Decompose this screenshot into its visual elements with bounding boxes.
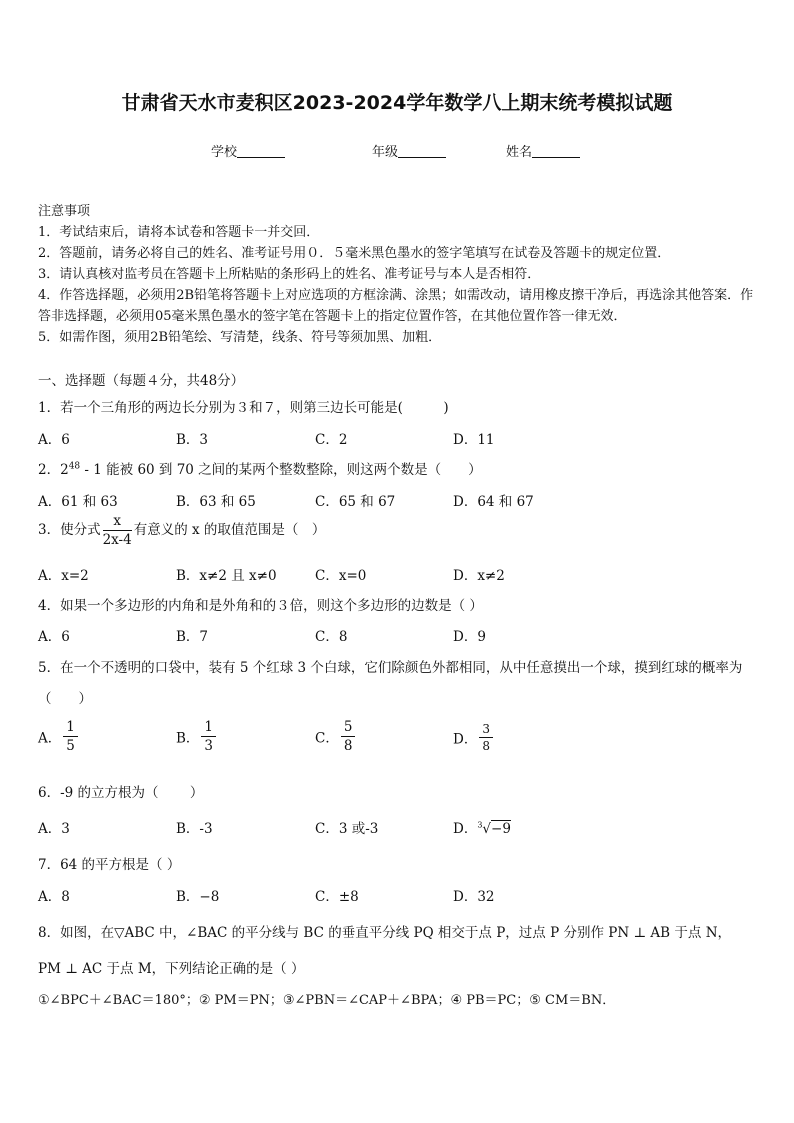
q7-option-d[interactable]: D．32 bbox=[453, 889, 495, 905]
exam-title: 甘肃省天水市麦积区2023-2024学年数学八上期末统考模拟试题 bbox=[121, 92, 673, 114]
question-8-stem-cont: PM ⊥ AC 于点 M，下列结论正确的是（ ） bbox=[38, 961, 305, 977]
question-8-statements: ①∠BPC＋∠BAC＝180°；② PM＝PN；③∠PBN＝∠CAP＋∠BPA；④ PB＝PC；⑤ CM＝BN． bbox=[38, 993, 616, 1008]
question-5-stem-cont: （ ） bbox=[38, 691, 92, 707]
notice-item: 3．请认真核对监考员在答题卡上所粘贴的条形码上的姓名、准考证号与本人是否相符． bbox=[38, 267, 541, 282]
notice-heading: 注意事项 bbox=[38, 204, 91, 219]
question-4-stem: 4．如果一个多边形的内角和是外角和的３倍，则这个多边形的边数是（ ） bbox=[38, 598, 483, 614]
q5-a-fraction bbox=[63, 719, 78, 754]
q5-c-numerator: 5 bbox=[341, 719, 356, 737]
q3-numerator: x bbox=[103, 513, 132, 531]
notice-item: 1．考试结束后，请将本试卷和答题卡一并交回． bbox=[38, 225, 320, 240]
q3-fraction bbox=[103, 513, 132, 548]
q1-option-c[interactable]: C．2 bbox=[315, 432, 348, 448]
q5-option-b[interactable] bbox=[176, 719, 218, 754]
name-field bbox=[506, 141, 580, 160]
question-8-stem: 8．如图，在▽ABC 中，∠BAC 的平分线与 BC 的垂直平分线 PQ 相交于点 P，过点 P 分别作 PN ⊥ AB 于点 N， bbox=[38, 925, 732, 941]
school-field bbox=[211, 141, 285, 160]
q6-option-d[interactable] bbox=[453, 817, 511, 837]
name-label: 姓名 bbox=[506, 145, 533, 160]
q2-option-c[interactable]: C．65 和 67 bbox=[315, 494, 396, 510]
q3-stem-pre: 3．使分式 bbox=[38, 522, 101, 538]
q5-d-numerator: 3 bbox=[479, 722, 493, 738]
question-6-stem: 6．-9 的立方根为（ ） bbox=[38, 785, 204, 801]
q5-a-denominator: 5 bbox=[66, 738, 75, 754]
school-label: 学校 bbox=[211, 145, 238, 160]
q2-exponent: 48 bbox=[68, 461, 81, 472]
q2-stem-pre: 2．2 bbox=[38, 462, 69, 478]
question-5-stem: 5．在一个不透明的口袋中，装有 5 个红球 3 个白球，它们除颜色外都相同，从中任意摸出一个球，摸到红球的概率为 bbox=[38, 660, 743, 676]
q3-stem-post: 有意义的 x 的取值范围是（ ） bbox=[133, 522, 326, 538]
q6-d-radicand: −9 bbox=[491, 821, 511, 837]
q7-option-c[interactable]: C．±8 bbox=[315, 889, 359, 905]
q3-option-a[interactable]: A．x=2 bbox=[38, 568, 89, 584]
school-blank[interactable] bbox=[237, 144, 285, 158]
q1-option-b[interactable]: B．3 bbox=[176, 432, 209, 448]
q3-option-d[interactable]: D．x≠2 bbox=[453, 568, 505, 584]
q2-option-d[interactable]: D．64 和 67 bbox=[453, 494, 534, 510]
q5-b-denominator: 3 bbox=[204, 738, 214, 754]
grade-blank[interactable] bbox=[398, 144, 446, 158]
q7-option-a[interactable]: A．8 bbox=[38, 889, 70, 905]
q4-option-d[interactable]: D．9 bbox=[453, 629, 486, 645]
notice-item: 2．答题前，请务必将自己的姓名、准考证号用０．５毫米黑色墨水的签字笔填写在试卷及答题卡的规定位置． bbox=[38, 246, 671, 261]
q5-d-label: D． bbox=[453, 731, 478, 748]
q5-c-denominator: 8 bbox=[343, 738, 353, 754]
q5-option-c[interactable] bbox=[315, 719, 357, 754]
question-2-stem bbox=[38, 458, 482, 478]
q3-option-b[interactable]: B．x≠2 且 x≠0 bbox=[176, 568, 277, 584]
question-1-stem: 1．若一个三角形的两边长分别为３和７，则第三边长可能是( ) bbox=[38, 400, 449, 416]
q6-option-b[interactable]: B．-3 bbox=[176, 821, 213, 837]
q5-d-denominator: 8 bbox=[482, 739, 490, 753]
q3-option-c[interactable]: C．x=0 bbox=[315, 568, 367, 584]
q4-option-b[interactable]: B．7 bbox=[176, 629, 209, 645]
q1-option-a[interactable]: A．6 bbox=[38, 432, 70, 448]
q5-option-d[interactable] bbox=[453, 722, 495, 753]
question-7-stem: 7．64 的平方根是（ ） bbox=[38, 857, 181, 873]
q5-option-a[interactable] bbox=[38, 719, 80, 754]
q6-option-a[interactable]: A．3 bbox=[38, 821, 70, 837]
q4-option-a[interactable]: A．6 bbox=[38, 629, 70, 645]
q5-c-fraction bbox=[341, 719, 356, 754]
q5-b-fraction bbox=[201, 719, 216, 754]
q2-option-b[interactable]: B．63 和 65 bbox=[176, 494, 256, 510]
grade-field bbox=[372, 141, 446, 160]
notice-item: 5．如需作图，须用2B铅笔绘、写清楚，线条、符号等须加黑、加粗． bbox=[38, 330, 442, 345]
q5-a-label: A． bbox=[38, 730, 62, 747]
q2-stem-post: - 1 能被 60 到 70 之间的某两个整数整除，则这两个数是（ ） bbox=[80, 462, 482, 478]
q6-d-root-index: 3 bbox=[477, 820, 483, 830]
notice-item: 4．作答选择题，必须用2B铅笔将答题卡上对应选项的方框涂满、涂黑；如需改动，请用橡皮擦干净后，再选涂其他答案．作答非选择题，必须用05毫米黑色墨水的签字笔在答题卡上的指定位置作答，在其他位置作答一律无效． bbox=[38, 288, 754, 324]
q5-c-label: C． bbox=[315, 730, 339, 747]
q2-option-a[interactable]: A．61 和 63 bbox=[38, 494, 118, 510]
q6-option-c[interactable]: C．3 或-3 bbox=[315, 821, 379, 837]
q5-b-numerator: 1 bbox=[201, 719, 216, 737]
q3-denominator: 2x-4 bbox=[102, 532, 132, 548]
grade-label: 年级 bbox=[372, 145, 399, 160]
name-blank[interactable] bbox=[532, 144, 580, 158]
q5-d-fraction bbox=[479, 722, 493, 753]
q4-option-c[interactable]: C．8 bbox=[315, 629, 348, 645]
q5-a-numerator: 1 bbox=[63, 719, 78, 737]
q7-option-b[interactable]: B．−8 bbox=[176, 889, 220, 905]
section-heading: 一、选择题（每题４分，共48分） bbox=[38, 373, 245, 389]
notice-block bbox=[38, 201, 758, 348]
q5-b-label: B． bbox=[176, 730, 200, 747]
radical-sign-icon: √ bbox=[482, 821, 492, 837]
question-3-stem bbox=[38, 513, 325, 548]
q1-option-d[interactable]: D．11 bbox=[453, 432, 495, 448]
q6-d-label: D． bbox=[453, 821, 478, 837]
